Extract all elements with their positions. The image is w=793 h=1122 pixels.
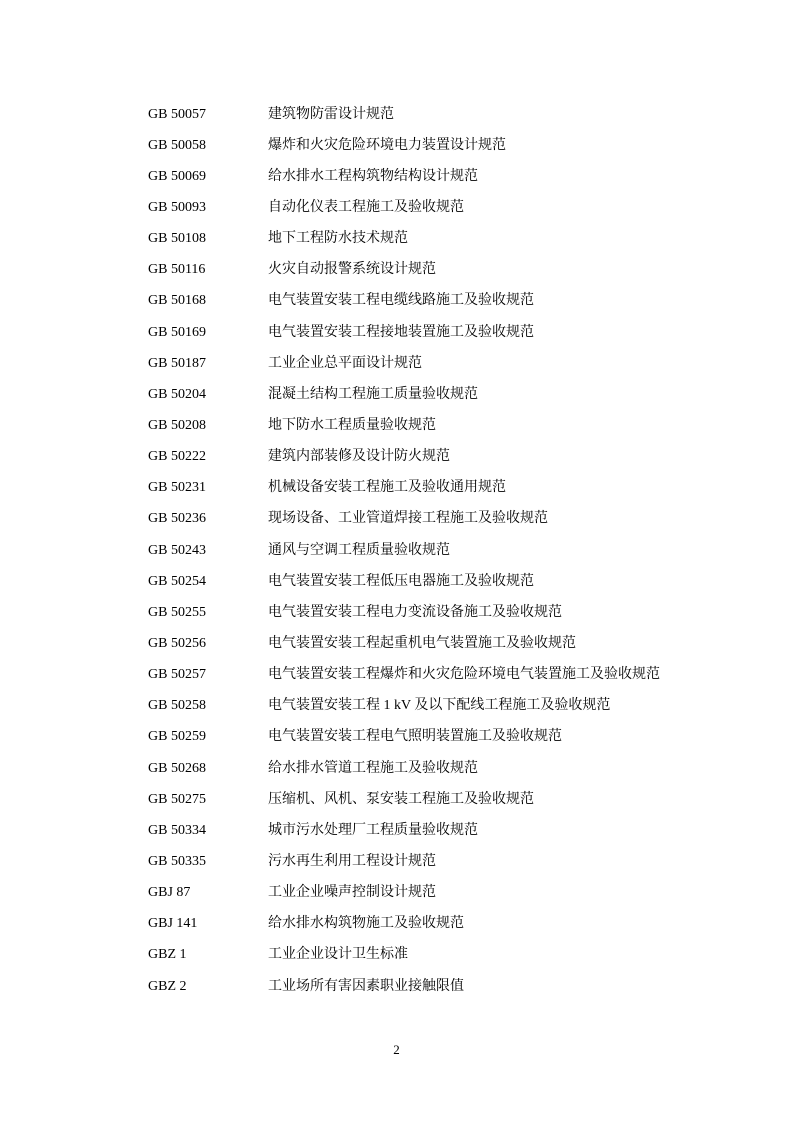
standard-title: 电气装置安装工程起重机电气装置施工及验收规范 <box>268 635 576 651</box>
standard-code: GBZ 1 <box>148 947 187 963</box>
standard-row <box>148 504 708 535</box>
standard-row <box>148 566 708 597</box>
standard-code: GB 50256 <box>148 635 206 651</box>
standard-title: 爆炸和火灾危险环境电力装置设计规范 <box>268 137 506 153</box>
standard-title: 现场设备、工业管道焊接工程施工及验收规范 <box>268 511 548 527</box>
standard-code: GB 50116 <box>148 262 206 278</box>
standard-title: 电气装置安装工程电气照明装置施工及验收规范 <box>268 729 562 745</box>
standard-row <box>148 379 708 410</box>
standard-code: GB 50268 <box>148 760 206 776</box>
standard-title: 城市污水处理厂工程质量验收规范 <box>268 822 478 838</box>
standard-title: 电气装置安装工程低压电器施工及验收规范 <box>268 573 534 589</box>
standard-title: 工业企业噪声控制设计规范 <box>268 885 436 901</box>
standard-code: GBJ 87 <box>148 885 191 901</box>
standard-code: GB 50334 <box>148 822 206 838</box>
standard-row <box>148 909 708 940</box>
standard-code: GB 50187 <box>148 355 206 371</box>
standard-title: 电气装置安装工程 1 kV 及以下配线工程施工及验收规范 <box>268 698 611 714</box>
standard-title: 火灾自动报警系统设计规范 <box>268 262 436 278</box>
standards-list <box>148 99 708 1002</box>
standard-title: 工业场所有害因素职业接触限值 <box>268 978 464 994</box>
standard-code: GB 50259 <box>148 729 206 745</box>
standard-row <box>148 691 708 722</box>
standard-code: GB 50243 <box>148 542 206 558</box>
standard-title: 电气装置安装工程电力变流设备施工及验收规范 <box>268 604 562 620</box>
standard-code: GB 50254 <box>148 573 206 589</box>
standard-row <box>148 99 708 130</box>
standard-code: GB 50258 <box>148 698 206 714</box>
standard-row <box>148 597 708 628</box>
standard-row <box>148 660 708 691</box>
standard-row <box>148 192 708 223</box>
standard-row <box>148 784 708 815</box>
standard-title: 电气装置安装工程电缆线路施工及验收规范 <box>268 293 534 309</box>
standard-title: 电气装置安装工程接地装置施工及验收规范 <box>268 324 534 340</box>
standard-code: GB 50204 <box>148 386 206 402</box>
page-number: 2 <box>393 1042 400 1057</box>
standard-row <box>148 442 708 473</box>
standard-title: 工业企业设计卫生标准 <box>268 947 408 963</box>
standard-code: GB 50108 <box>148 231 206 247</box>
standard-title: 给水排水构筑物施工及验收规范 <box>268 916 464 932</box>
standard-title: 给水排水工程构筑物结构设计规范 <box>268 168 478 184</box>
standard-row <box>148 255 708 286</box>
standard-row <box>148 317 708 348</box>
standard-code: GB 50275 <box>148 791 206 807</box>
standard-row <box>148 628 708 659</box>
standard-row <box>148 753 708 784</box>
standard-title: 污水再生利用工程设计规范 <box>268 853 436 869</box>
standard-title: 机械设备安装工程施工及验收通用规范 <box>268 480 506 496</box>
standard-title: 电气装置安装工程爆炸和火灾危险环境电气装置施工及验收规范 <box>268 667 660 683</box>
standard-code: GB 50222 <box>148 449 206 465</box>
standard-row <box>148 224 708 255</box>
standard-code: GBJ 141 <box>148 916 198 932</box>
standard-row <box>148 286 708 317</box>
standard-row <box>148 971 708 1002</box>
standard-title: 给水排水管道工程施工及验收规范 <box>268 760 478 776</box>
standard-row <box>148 473 708 504</box>
standard-title: 地下防水工程质量验收规范 <box>268 417 436 433</box>
standard-row <box>148 940 708 971</box>
standard-title: 工业企业总平面设计规范 <box>268 355 422 371</box>
standard-code: GB 50057 <box>148 106 206 122</box>
standard-row <box>148 846 708 877</box>
standard-code: GB 50236 <box>148 511 206 527</box>
standard-row <box>148 130 708 161</box>
standard-title: 压缩机、风机、泵安装工程施工及验收规范 <box>268 791 534 807</box>
standard-code: GB 50231 <box>148 480 206 496</box>
standard-title: 地下工程防水技术规范 <box>268 231 408 247</box>
standard-title: 建筑物防雷设计规范 <box>268 106 394 122</box>
standard-code: GB 50255 <box>148 604 206 620</box>
standard-row <box>148 410 708 441</box>
standard-row <box>148 535 708 566</box>
standard-title: 建筑内部装修及设计防火规范 <box>268 449 450 465</box>
standard-title: 通风与空调工程质量验收规范 <box>268 542 450 558</box>
standard-row <box>148 348 708 379</box>
standard-code: GB 50069 <box>148 168 206 184</box>
standard-code: GB 50169 <box>148 324 206 340</box>
standard-code: GB 50335 <box>148 853 206 869</box>
standard-row <box>148 878 708 909</box>
standard-row <box>148 815 708 846</box>
standard-row <box>148 722 708 753</box>
standard-row <box>148 161 708 192</box>
standard-code: GB 50257 <box>148 667 206 683</box>
standard-title: 混凝土结构工程施工质量验收规范 <box>268 386 478 402</box>
standard-code: GB 50058 <box>148 137 206 153</box>
standard-code: GBZ 2 <box>148 978 187 994</box>
standard-code: GB 50093 <box>148 199 206 215</box>
standard-code: GB 50208 <box>148 417 206 433</box>
standard-title: 自动化仪表工程施工及验收规范 <box>268 199 464 215</box>
standard-code: GB 50168 <box>148 293 206 309</box>
